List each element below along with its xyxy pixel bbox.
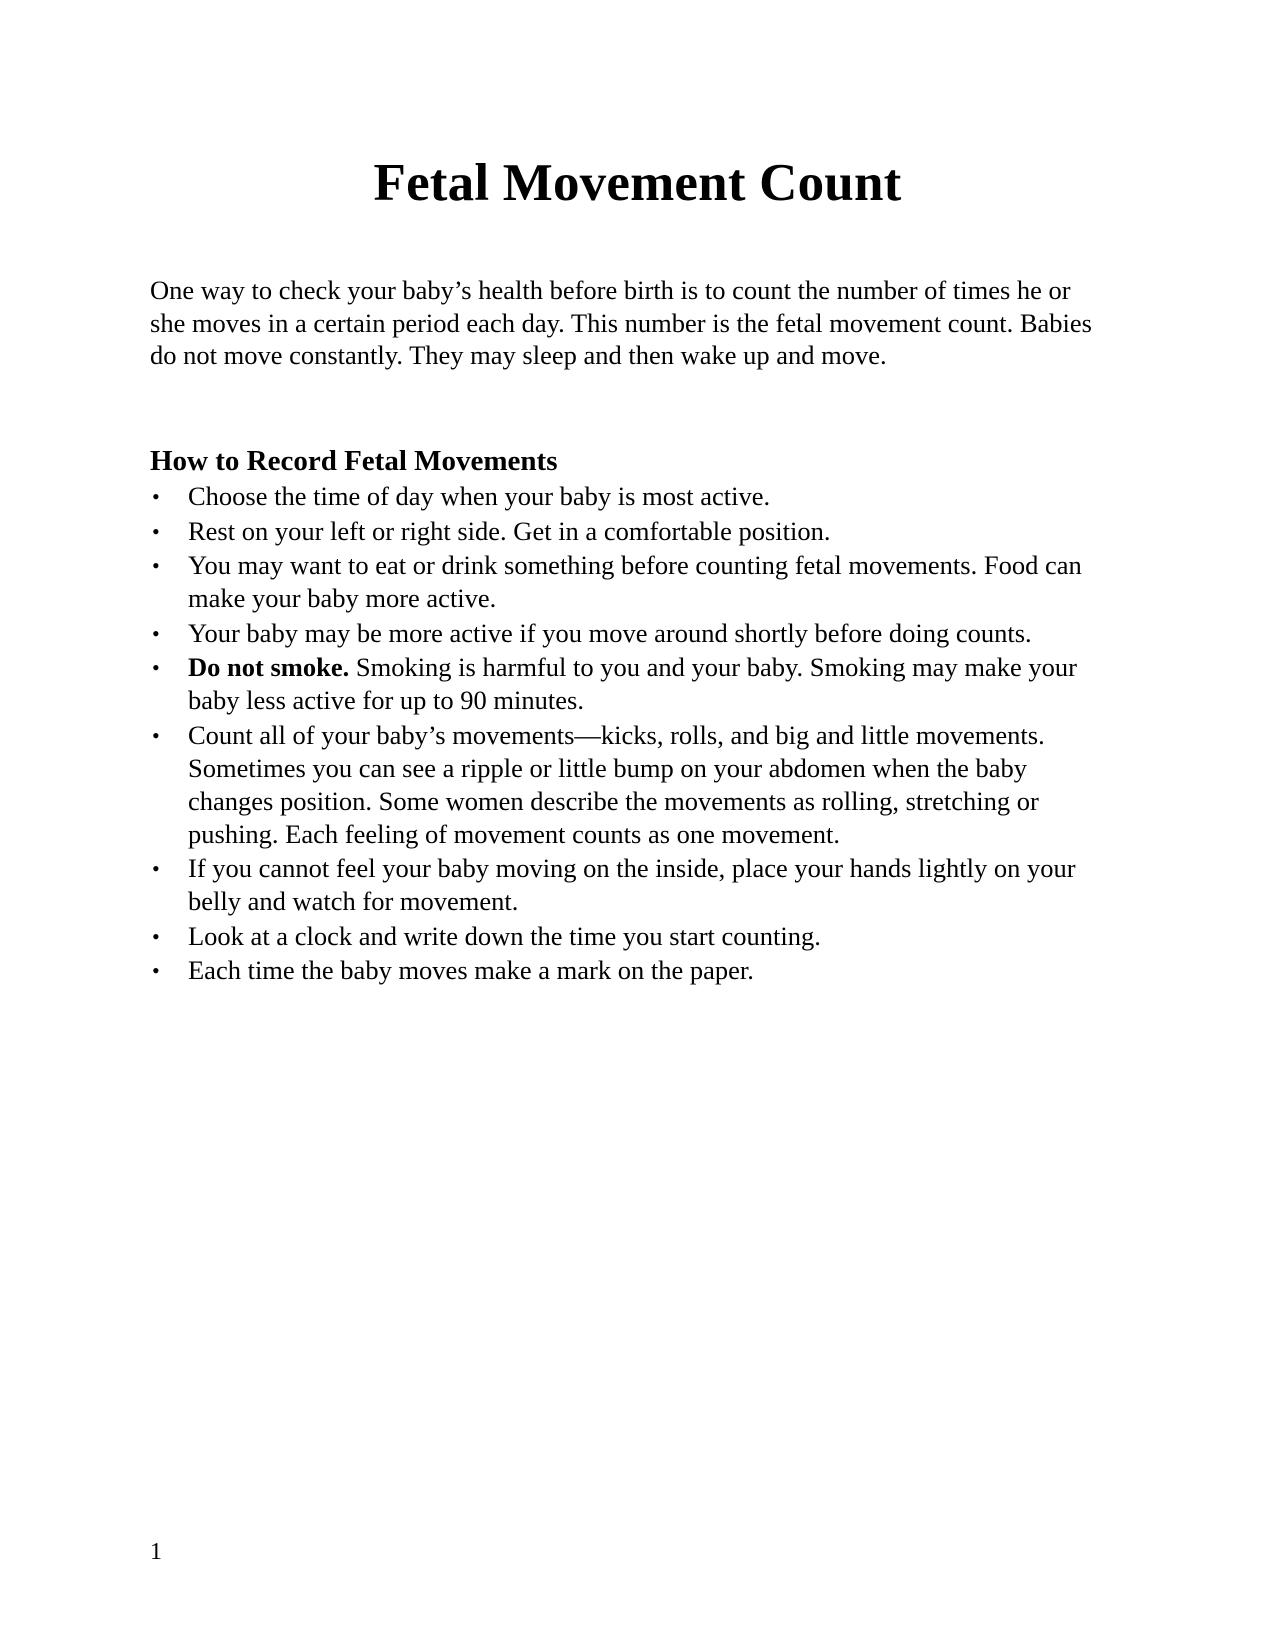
list-item (150, 617, 1110, 650)
list-item (150, 515, 1110, 548)
section-heading: How to Record Fetal Movements (150, 445, 558, 477)
bullet-icon: • (152, 620, 160, 646)
page-title: Fetal Movement Count (373, 154, 902, 212)
steps-list (150, 480, 1110, 989)
list-item (150, 719, 1110, 851)
step-text: Choose the time of day when your baby is most active. (188, 481, 771, 511)
bullet-icon: • (152, 722, 160, 748)
step-text: Your baby may be more active if you move around shortly before doing counts. (188, 617, 1032, 648)
step-emphasis: Do not smoke. (188, 652, 350, 682)
intro-paragraph: One way to check your baby’s health before birth is to count the number of times he or she moves in a certain period each day. This number is the fetal movement count. Babies do not move constantly. They may sleep and then wake up and move. (150, 275, 1092, 370)
step-text: Rest on your left or right side. Get in a comfortable position. (188, 515, 831, 546)
list-item (150, 954, 1110, 987)
list-item (150, 651, 1110, 717)
page-number: 1 (150, 1539, 162, 1565)
step-text: If you cannot feel your baby moving on the inside, place your hands lightly on your belly and watch for movement. (188, 853, 1076, 916)
step-text: Each time the baby moves make a mark on the paper. (188, 955, 754, 985)
bullet-icon: • (152, 923, 160, 949)
list-item (150, 480, 1110, 513)
bullet-icon: • (152, 518, 160, 544)
bullet-icon: • (152, 958, 160, 983)
bullet-icon: • (152, 655, 160, 680)
step-text: Count all of your baby’s movements—kicks, rolls, and big and little movements. Sometimes you can see a ripple or little bump on your abdomen when the baby changes position. Some women describe the movements as rolling, stretching or pushing. Each feeling of movement counts as one movement. (188, 719, 1045, 849)
bullet-icon: • (152, 856, 160, 881)
list-item (150, 920, 1110, 953)
list-item (150, 549, 1110, 615)
bullet-icon: • (152, 484, 160, 509)
list-item (150, 852, 1110, 918)
step-text: Look at a clock and write down the time you start counting. (188, 920, 821, 951)
step-text: You may want to eat or drink something before counting fetal movements. Food can make your baby more active. (188, 550, 1082, 613)
step-text: Smoking is harmful to you and your baby. Smoking may make your baby less active for up to 90 minutes. (188, 652, 1077, 715)
bullet-icon: • (152, 553, 160, 578)
